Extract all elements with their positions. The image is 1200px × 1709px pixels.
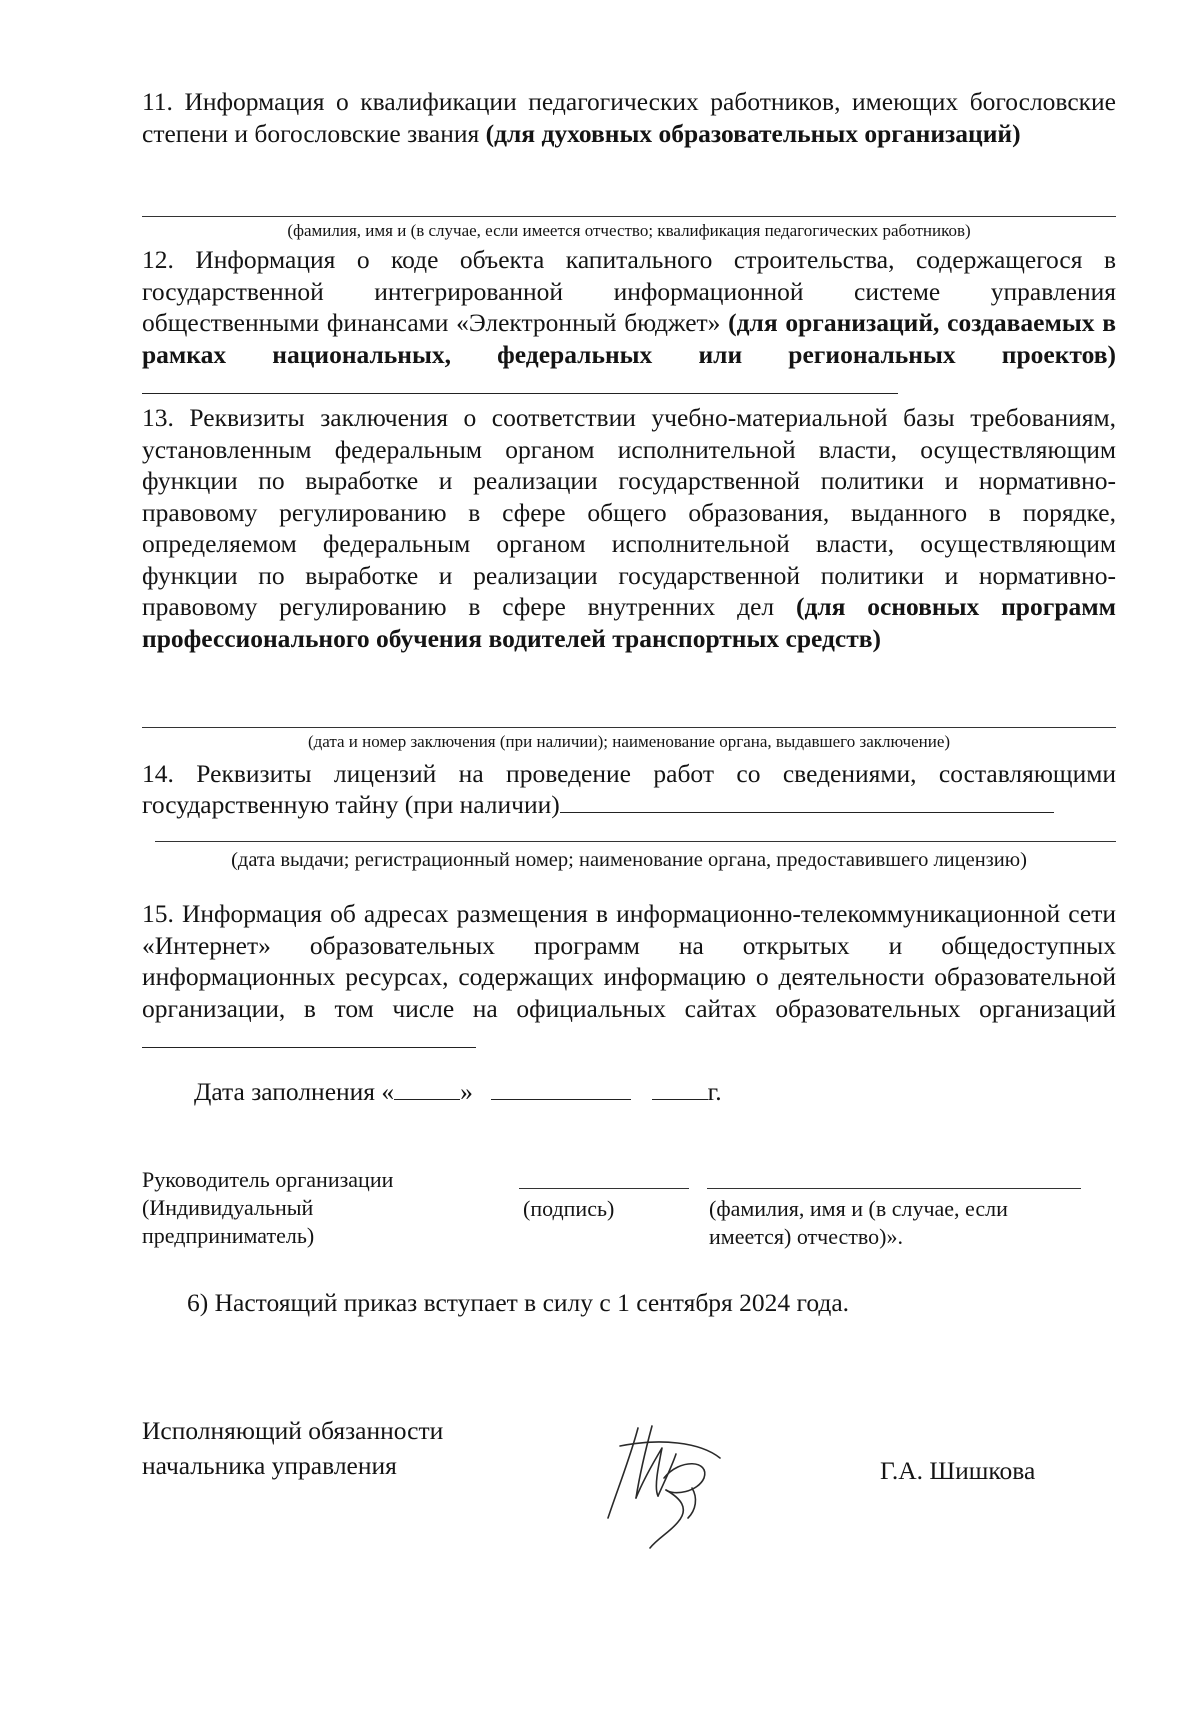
date-year-suffix: г. bbox=[707, 1077, 722, 1106]
item-13 bbox=[142, 402, 1116, 654]
item-14-line2-text: государственную тайну (при наличии) bbox=[142, 790, 560, 819]
head-role bbox=[142, 1166, 393, 1250]
item-15 bbox=[142, 898, 1116, 1056]
date-fill-row bbox=[194, 1076, 722, 1108]
item-13-caption: (дата и номер заключения (при наличии); наименование органа, выдавшего заключение) bbox=[307, 732, 951, 751]
item-12-bold: (для организаций, создаваемых в рамках национальных, федеральных или региональных проектов) bbox=[142, 308, 1116, 369]
name-caption-line1: (фамилия, имя и (в случае, если bbox=[709, 1196, 1008, 1221]
item-14-fill-line-2 bbox=[155, 841, 1116, 842]
item-12-text: 12. Информация о коде объекта капитального строительства, содержащегося в государственной интегрированной информационной системе управления общественными финансами «Электронный бюджет» bbox=[142, 245, 1116, 337]
item-15-fill-line bbox=[142, 1025, 476, 1048]
item-13-bold: (для основных программ профессионального обучения водителей транспортных средств) bbox=[142, 592, 1116, 653]
signature-caption: (подпись) bbox=[523, 1196, 615, 1221]
name-caption bbox=[709, 1195, 1008, 1251]
signature-line bbox=[519, 1188, 689, 1189]
item-11-fill-line bbox=[142, 216, 1116, 217]
item-11-caption: (фамилия, имя и (в случае, если имеется отчество; квалификация педагогических работников) bbox=[287, 221, 971, 240]
item-14-line1: 14. Реквизиты лицензий на проведение работ со сведениями, составляющими bbox=[142, 759, 1116, 788]
item-13-fill-line bbox=[142, 727, 1116, 728]
item-11 bbox=[142, 86, 1116, 149]
signatory-position-line1: Исполняющий обязанности bbox=[142, 1416, 444, 1445]
head-role-line2: (Индивидуальный bbox=[142, 1195, 314, 1220]
date-fill-label: Дата заполнения « bbox=[194, 1077, 395, 1106]
date-day-line bbox=[394, 1077, 460, 1100]
date-year-line bbox=[652, 1077, 708, 1100]
order-clause: 6) Настоящий приказ вступает в силу с 1 сентября 2024 года. bbox=[187, 1288, 850, 1317]
item-12-fill-line bbox=[142, 371, 898, 394]
date-month-line bbox=[491, 1077, 631, 1100]
item-13-text: 13. Реквизиты заключения о соответствии учебно-материальной базы требованиям, установленным федеральным органом исполнительной власти, осуществляющим функции по выработке и реализации государственной политики и нормативно-правовому регулированию в сфере общего образования, выданного в порядке, определяемом федеральным органом исполнительной власти, осуществляющим функции по выработке и реализации государственной политики и нормативно-правовому регулированию в сфере внутренних дел bbox=[142, 403, 1116, 621]
date-close-quote: » bbox=[460, 1077, 473, 1106]
head-role-line3: предприниматель) bbox=[142, 1223, 315, 1248]
item-14-line2 bbox=[142, 789, 1054, 821]
signatory-name: Г.А. Шишкова bbox=[880, 1456, 1036, 1485]
item-11-text: 11. Информация о квалификации педагогических работников, имеющих богословские степени и богословские звания bbox=[142, 87, 1116, 148]
item-14-caption: (дата выдачи; регистрационный номер; наименование органа, предоставившего лицензию) bbox=[231, 849, 1027, 871]
item-12 bbox=[142, 244, 1116, 402]
name-line bbox=[707, 1188, 1081, 1189]
signatory-position bbox=[142, 1413, 443, 1483]
head-role-line1: Руководитель организации bbox=[142, 1167, 394, 1192]
name-caption-line2: имеется) отчество)». bbox=[709, 1224, 903, 1249]
item-14-fill-line bbox=[560, 790, 1054, 813]
item-15-text: 15. Информация об адресах размещения в информационно-телекоммуникационной сети «Интернет» образовательных программ на открытых и общедоступных информационных ресурсах, содержащих информацию о деятельности образовательной организации, в том числе на официальных сайтах образовательных организаций bbox=[142, 899, 1116, 1023]
handwritten-signature bbox=[600, 1418, 750, 1558]
signatory-position-line2: начальника управления bbox=[142, 1451, 397, 1480]
item-11-bold: (для духовных образовательных организаций) bbox=[485, 118, 1021, 148]
